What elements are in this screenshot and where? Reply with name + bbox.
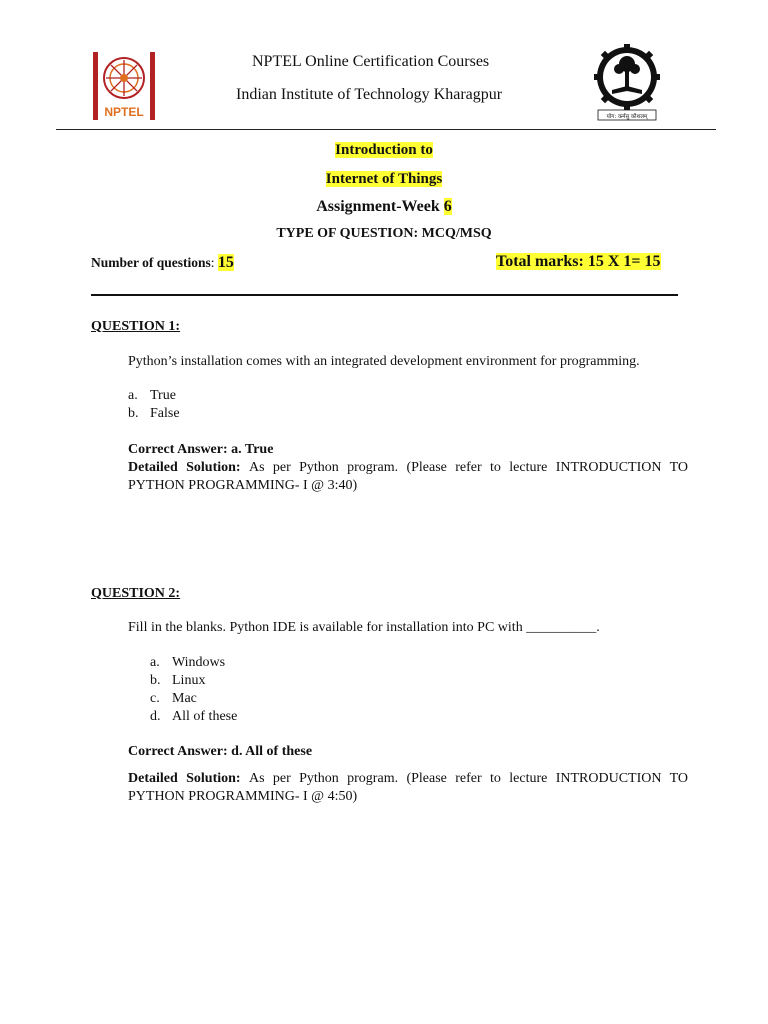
option-letter: d.	[150, 709, 161, 724]
question-2-heading: QUESTION 2:	[91, 586, 181, 601]
total-marks	[496, 253, 661, 271]
solution-label: Detailed Solution:	[128, 771, 249, 786]
question-2-option-b	[150, 673, 205, 689]
assignment-title	[0, 198, 768, 216]
course-title-line-2	[0, 171, 768, 188]
option-text: Mac	[172, 691, 197, 706]
answer-value: a. True	[231, 442, 274, 457]
header-divider	[56, 129, 716, 130]
question-2-solution	[128, 770, 688, 806]
question-2-option-d	[150, 709, 237, 725]
option-letter: b.	[128, 406, 139, 421]
num-questions-sep: :	[210, 255, 218, 270]
option-text: False	[150, 406, 180, 421]
solution-text: As per Python program. (Please refer to lecture INTRODUCTION TO PYTHON PROGRAMMING- I @ 3:40)	[128, 460, 688, 493]
answer-value: d. All of these	[231, 744, 313, 759]
question-2-option-c	[150, 691, 197, 707]
number-of-questions	[91, 254, 234, 272]
course-title-line-1	[0, 142, 768, 159]
question-type: TYPE OF QUESTION: MCQ/MSQ	[276, 226, 492, 241]
option-text: True	[150, 388, 176, 403]
solution-label: Detailed Solution:	[128, 460, 249, 475]
solution-text: As per Python program. (Please refer to lecture INTRODUCTION TO PYTHON PROGRAMMING- I @ 4:50)	[128, 771, 688, 804]
assignment-week: 6	[443, 198, 452, 215]
answer-label: Correct Answer:	[128, 744, 232, 759]
question-2-text: Fill in the blanks. Python IDE is available for installation into PC with __________.	[128, 620, 600, 635]
option-text: All of these	[172, 709, 238, 724]
num-questions-label: Number of questions	[91, 255, 211, 270]
iit-logo-motto: योग: कर्मसु कौशलम्	[606, 114, 648, 120]
answer-label: Correct Answer:	[128, 442, 232, 457]
assignment-prefix: Assignment-Week	[316, 198, 444, 215]
section-divider	[91, 294, 678, 296]
nptel-logo-text: NPTEL	[104, 105, 144, 119]
option-letter: a.	[128, 388, 138, 403]
option-text: Linux	[172, 673, 206, 688]
question-1-text: Python’s installation comes with an integrated development environment for programming.	[128, 354, 640, 369]
question-2-option-a	[150, 655, 225, 671]
question-1-option-b	[128, 406, 180, 422]
question-1-correct-answer	[128, 442, 273, 458]
option-letter: c.	[150, 691, 160, 706]
iit-kharagpur-logo	[592, 44, 662, 122]
num-questions-value: 15	[217, 254, 234, 271]
question-1-solution	[128, 459, 688, 495]
header-line-1: NPTEL Online Certification Courses	[252, 53, 490, 70]
option-text: Windows	[172, 655, 226, 670]
question-2-correct-answer	[128, 744, 312, 760]
course-title-2-text: Internet of Things	[325, 171, 443, 187]
question-1-heading: QUESTION 1:	[91, 319, 181, 334]
course-title-1-text: Introduction to	[335, 142, 433, 158]
option-letter: b.	[150, 673, 161, 688]
header-line-2: Indian Institute of Technology Kharagpur	[236, 86, 503, 103]
nptel-logo	[90, 50, 158, 124]
total-marks-text: Total marks: 15 X 1= 15	[496, 253, 661, 270]
question-1-option-a	[128, 388, 176, 404]
option-letter: a.	[150, 655, 160, 670]
